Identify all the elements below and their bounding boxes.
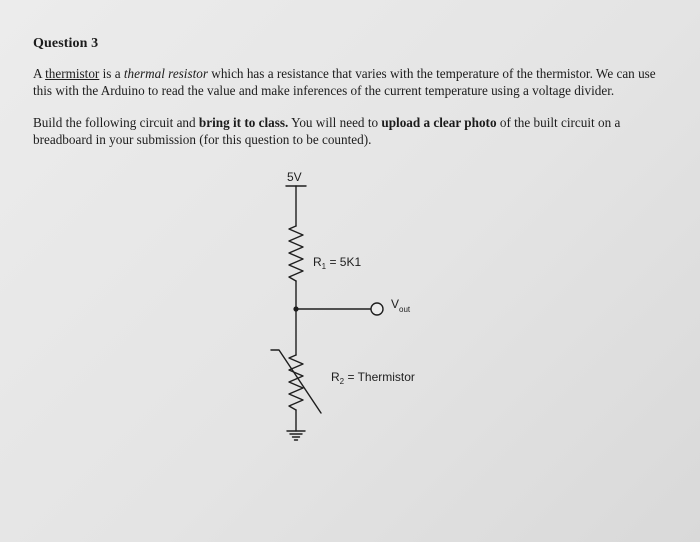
intro-article: A — [33, 66, 42, 81]
instructions-text-a: Build the following circuit and — [33, 115, 196, 130]
instructions-text-c: of the built circuit on a breadboard in your submission (for this question to be counted). — [33, 115, 621, 147]
description-text-b: which has a resistance that varies with the temperature of the thermistor. We can use this with the Arduino to read the value and make inferences of the current temperature using a voltage divider. — [33, 66, 656, 98]
r1-label-sub: 1 — [321, 262, 327, 271]
thermal-resistor-term: thermal resistor — [123, 66, 208, 81]
thermistor-term: thermistor — [45, 66, 100, 81]
r2-label-main: R — [331, 370, 340, 384]
instructions-bold-b: upload a clear photo — [381, 115, 497, 130]
vout-label-sub: out — [399, 305, 411, 314]
instructions-bold-a: bring it to class. — [198, 115, 289, 130]
r2-label — [331, 370, 415, 386]
r2-label-value: = Thermistor — [344, 370, 415, 384]
r1-resistor-icon — [289, 226, 303, 281]
instructions-text-b: You will need to — [291, 115, 379, 130]
vout-label — [391, 297, 411, 314]
question-title: Question 3 — [33, 36, 99, 51]
junction-dot — [293, 306, 298, 311]
r1-label-main: R — [313, 255, 322, 269]
r1-label-value: = 5K1 — [326, 255, 362, 269]
vout-terminal-icon — [371, 303, 383, 315]
vout-label-main: V — [391, 297, 400, 311]
description-text-a: is a — [102, 66, 121, 81]
r2-label-sub: 2 — [339, 377, 345, 386]
r1-label — [313, 255, 361, 271]
supply-label: 5V — [287, 170, 302, 184]
